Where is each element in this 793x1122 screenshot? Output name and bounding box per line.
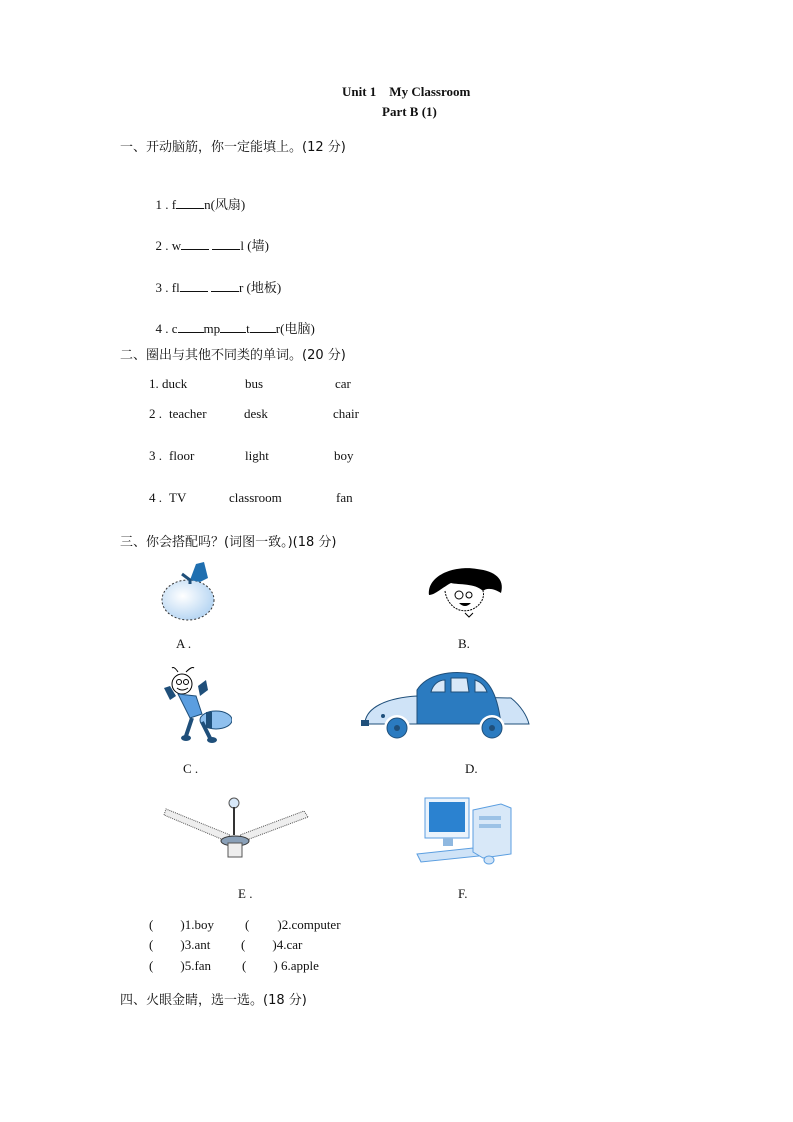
bracket-open: ( xyxy=(242,958,247,973)
picture-label-b: B. xyxy=(458,636,470,651)
word-part: f xyxy=(171,197,177,212)
match-word: 1.boy xyxy=(184,917,214,932)
word-row-3-num: 3 . xyxy=(149,448,162,463)
blank-field[interactable] xyxy=(220,322,246,333)
blank-field[interactable] xyxy=(211,281,239,292)
picture-label-e: E . xyxy=(238,886,253,901)
match-item-4[interactable] xyxy=(241,937,302,953)
picture-label-c: C . xyxy=(183,761,199,776)
word-option[interactable]: bus xyxy=(245,376,264,391)
picture-label-d: D. xyxy=(465,761,478,776)
word-part: w xyxy=(171,238,182,253)
computer-icon xyxy=(413,796,513,866)
word-option[interactable]: light xyxy=(245,448,269,463)
match-word: 3.ant xyxy=(184,937,211,952)
bracket-open: ( xyxy=(149,937,154,952)
word-row-1-num: 1. xyxy=(149,376,159,391)
word-row-2-num: 2 . xyxy=(149,406,162,421)
match-item-5[interactable] xyxy=(149,958,211,974)
word-option[interactable]: floor xyxy=(169,448,195,463)
match-item-6[interactable] xyxy=(242,958,319,974)
match-word: 4.car xyxy=(276,937,303,952)
item-number: 2 . xyxy=(155,238,169,253)
car-icon xyxy=(361,668,531,744)
section4-heading: 四、火眼金睛，选一选。(18 分) xyxy=(120,993,307,1008)
word-option[interactable]: fan xyxy=(336,490,353,505)
boy-face-icon xyxy=(425,565,505,621)
match-item-2[interactable] xyxy=(245,917,341,933)
ceiling-fan-icon xyxy=(162,797,310,863)
word-row-4-num: 4 . xyxy=(149,490,162,505)
section3-heading: 三、你会搭配吗？(词图一致。)(18 分) xyxy=(120,535,337,550)
bracket-close: ) xyxy=(272,937,277,952)
word-option[interactable]: car xyxy=(335,376,351,391)
bracket-close: ) xyxy=(273,958,278,973)
word-part: l (墙) xyxy=(240,238,269,253)
fill-item-3 xyxy=(149,261,281,296)
match-item-1[interactable] xyxy=(149,917,214,933)
word-option[interactable]: desk xyxy=(244,406,268,421)
blank-field[interactable] xyxy=(176,198,204,209)
picture-label-f: F. xyxy=(458,886,468,901)
page-subtitle: Part B (1) xyxy=(382,104,437,119)
word-option[interactable]: classroom xyxy=(229,490,282,505)
blank-field[interactable] xyxy=(178,322,204,333)
ant-icon xyxy=(162,666,232,746)
blank-field[interactable] xyxy=(181,239,209,250)
blank-field[interactable] xyxy=(180,281,208,292)
match-word: 6.apple xyxy=(277,958,319,973)
item-number: 1 . xyxy=(155,197,169,212)
blank-field[interactable] xyxy=(212,239,240,250)
section2-heading: 二、圈出与其他不同类的单词。(20 分) xyxy=(120,348,346,363)
bracket-open: ( xyxy=(149,958,154,973)
match-word: 2.computer xyxy=(281,917,341,932)
page-title: Unit 1 My Classroom xyxy=(342,84,471,99)
word-part: r(电脑) xyxy=(275,321,315,336)
fill-item-1 xyxy=(149,178,245,213)
fill-item-2 xyxy=(149,219,269,254)
word-option[interactable]: teacher xyxy=(169,406,207,421)
word-option[interactable]: boy xyxy=(334,448,354,463)
picture-label-a: A . xyxy=(176,636,192,651)
match-item-3[interactable] xyxy=(149,937,210,953)
word-part: t xyxy=(246,321,250,336)
section1-heading: 一、开动脑筋，你一定能填上。(12 分) xyxy=(120,140,346,155)
match-word: 5.fan xyxy=(184,958,212,973)
word-part: mp xyxy=(203,321,221,336)
bracket-open: ( xyxy=(241,937,246,952)
word-part: r (地板) xyxy=(238,280,282,295)
word-option[interactable]: chair xyxy=(333,406,359,421)
item-number: 3 . xyxy=(155,280,169,295)
word-part: fl xyxy=(171,280,180,295)
apple-icon xyxy=(160,560,220,622)
word-part: n(风扇) xyxy=(204,197,246,212)
word-part: c xyxy=(171,321,178,336)
blank-field[interactable] xyxy=(250,322,276,333)
word-option[interactable]: TV xyxy=(169,490,187,505)
word-option[interactable]: duck xyxy=(162,376,188,391)
bracket-close: ) xyxy=(180,937,185,952)
bracket-close: ) xyxy=(180,958,185,973)
bracket-close: ) xyxy=(277,917,282,932)
bracket-close: ) xyxy=(180,917,185,932)
bracket-open: ( xyxy=(245,917,250,932)
item-number: 4 . xyxy=(155,321,169,336)
fill-item-4 xyxy=(149,302,315,337)
bracket-open: ( xyxy=(149,917,154,932)
